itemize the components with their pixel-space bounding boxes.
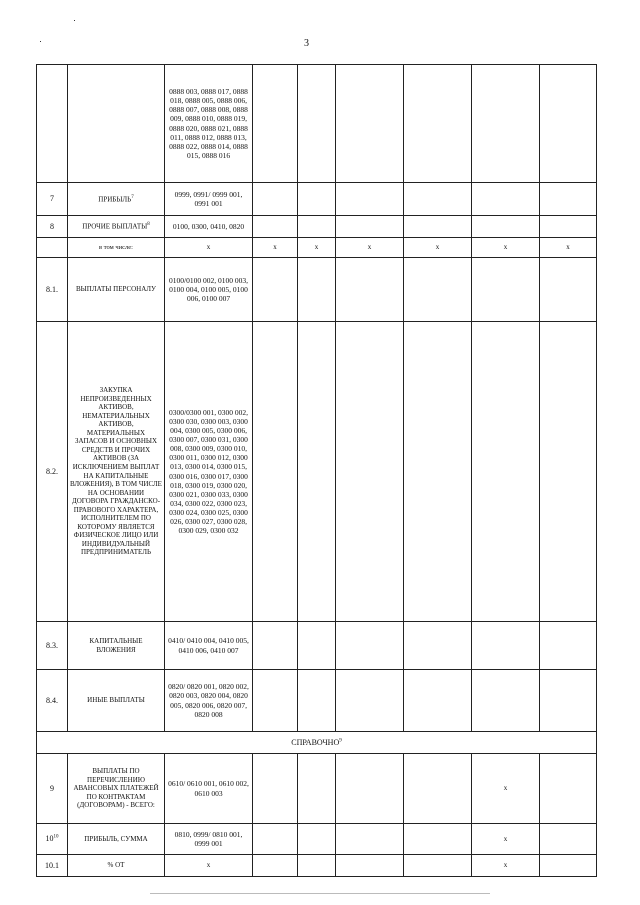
row-codes-cell: 0888 003, 0888 017, 0888 018, 0888 005, 0888 006, 0888 007, 0888 008, 0888 009, 0888 010, 0888 019, 0888 020, 0888 021, 0888 011, 0888 012, 0888 013, 0888 022, 0888 014, 0888 015, 0888 016 [165,65,253,183]
row-number-cell [37,65,68,183]
table-row [37,183,597,216]
row-codes-cell: x [165,855,253,877]
cross-mark: x [472,855,540,877]
cross-mark: x [253,238,298,258]
row-codes-cell: 0810, 0999/ 0810 001, 0999 001 [165,824,253,855]
row-number-cell: 8.2. [37,322,68,622]
cross-mark: x [404,238,472,258]
row-number-cell: 8.1. [37,258,68,322]
row-number-cell: 10.1 [37,855,68,877]
row-name-cell: ПРИБЫЛЬ, СУММА [68,824,165,855]
row-name-cell: в том числе: [68,238,165,258]
row-name-cell [68,65,165,183]
scan-speck [74,20,75,21]
row-name-cell: ПРОЧИЕ ВЫПЛАТЫ$^8$ [68,216,165,238]
page-number: 3 [304,38,309,49]
cross-mark: x [336,238,404,258]
scan-edge-line [150,893,490,894]
cross-mark: x [472,824,540,855]
reference-section-title: СПРАВОЧНО$^9$ [37,732,597,754]
table-row [37,258,597,322]
row-number-cell: 8 [37,216,68,238]
section-header-row [37,732,597,754]
row-codes-cell: 0410/ 0410 004, 0410 005, 0410 006, 0410 007 [165,622,253,670]
row-name-cell: КАПИТАЛЬНЫЕ ВЛОЖЕНИЯ [68,622,165,670]
cross-mark: x [540,238,597,258]
row-codes-cell: 0100/0100 002, 0100 003, 0100 004, 0100 005, 0100 006, 0100 007 [165,258,253,322]
table-row [37,670,597,732]
row-number-cell: 7 [37,183,68,216]
row-name-cell: ИНЫЕ ВЫПЛАТЫ [68,670,165,732]
row-number-cell [37,238,68,258]
row-name-cell: ВЫПЛАТЫ ПО ПЕРЕЧИСЛЕНИЮ АВАНСОВЫХ ПЛАТЕЖЕЙ ПО КОНТРАКТАМ (ДОГОВОРАМ) - ВСЕГО: [68,754,165,824]
row-codes-cell: x [165,238,253,258]
table-row [37,824,597,855]
payments-table [36,64,597,877]
row-name-cell: % ОТ [68,855,165,877]
table-row [37,622,597,670]
table-row [37,65,597,183]
table-row [37,238,597,258]
table-row [37,754,597,824]
cross-mark: x [472,754,540,824]
row-codes-cell: 0610/ 0610 001, 0610 002, 0610 003 [165,754,253,824]
row-codes-cell: 0300/0300 001, 0300 002, 0300 030, 0300 003, 0300 004, 0300 005, 0300 006, 0300 007, 0300 031, 0300 008, 0300 009, 0300 010, 0300 011, 0300 012, 0300 013, 0300 014, 0300 015, 0300 016, 0300 017, 0300 018, 0300 019, 0300 020, 0300 021, 0300 033, 0300 034, 0300 022, 0300 023, 0300 024, 0300 025, 0300 026, 0300 027, 0300 028, 0300 029, 0300 032 [165,322,253,622]
row-number-cell: 9 [37,754,68,824]
row-number-cell: 8.3. [37,622,68,670]
table-row [37,322,597,622]
row-name-cell: ВЫПЛАТЫ ПЕРСОНАЛУ [68,258,165,322]
row-codes-cell: 0820/ 0820 001, 0820 002, 0820 003, 0820 004, 0820 005, 0820 006, 0820 007, 0820 008 [165,670,253,732]
row-name-cell: ПРИБЫЛЬ$^7$ [68,183,165,216]
row-number-cell: 8.4. [37,670,68,732]
row-codes-cell: 0100, 0300, 0410, 0820 [165,216,253,238]
cross-mark: x [472,238,540,258]
row-codes-cell: 0999, 0991/ 0999 001, 0991 001 [165,183,253,216]
table-row [37,855,597,877]
table-row [37,216,597,238]
row-name-cell: ЗАКУПКА НЕПРОИЗВЕДЕННЫХ АКТИВОВ, НЕМАТЕРИАЛЬНЫХ АКТИВОВ, МАТЕРИАЛЬНЫХ ЗАПАСОВ И ОСНОВНЫХ СРЕДСТВ И ПРОЧИХ АКТИВОВ (ЗА ИСКЛЮЧЕНИЕМ ВЫПЛАТ НА КАПИТАЛЬНЫЕ ВЛОЖЕНИЯ), В ТОМ ЧИСЛЕ НА ОСНОВАНИИ ДОГОВОРА ГРАЖДАНСКО-ПРАВОВОГО ХАРАКТЕРА, ИСПОЛНИТЕЛЕМ ПО КОТОРОМУ ЯВЛЯЕТСЯ ФИЗИЧЕСКОЕ ЛИЦО ИЛИ ИНДИВИДУАЛЬНЫЙ ПРЕДПРИНИМАТЕЛЬ [68,322,165,622]
scan-speck [40,41,41,42]
row-number-cell: $10^{10}$ [37,824,68,855]
cross-mark: x [298,238,336,258]
